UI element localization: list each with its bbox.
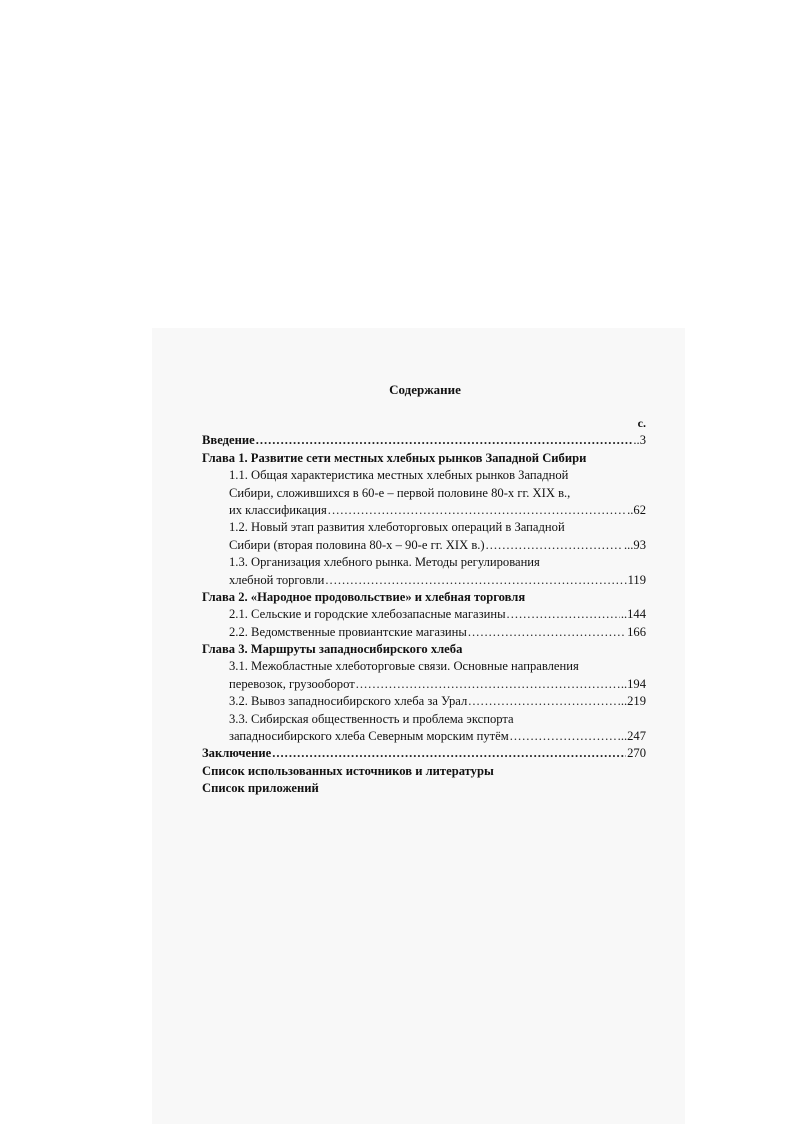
toc-entry-last-line	[202, 572, 646, 589]
toc-entry	[202, 624, 646, 641]
toc-page-number: ..62	[627, 502, 646, 517]
toc-entry	[202, 554, 646, 589]
toc-entry-last-line	[202, 693, 646, 710]
toc-entry-label: перевозок, грузооборот	[229, 676, 355, 691]
toc-entry-label: 2.2. Ведомственные провиантские магазины	[229, 624, 467, 639]
toc-entry	[202, 467, 646, 519]
toc-entry	[202, 589, 646, 606]
toc-entry-last-line	[202, 432, 646, 449]
toc-entry-label: Глава 3. Маршруты западносибирского хлеба	[202, 642, 463, 657]
toc-entry	[202, 658, 646, 693]
toc-page-number: 119	[627, 572, 646, 587]
toc-page-number: ...93	[623, 537, 646, 552]
toc-entry-line: 3.3. Сибирская общественность и проблема экспорта	[229, 711, 514, 726]
toc-entry-label: западносибирского хлеба Северным морским путём	[229, 729, 509, 744]
toc-entry-label: Список использованных источников и литературы	[202, 763, 494, 778]
toc-entry	[202, 606, 646, 623]
toc-entry-last-line	[202, 728, 646, 745]
toc-entry-line: 1.3. Организация хлебного рынка. Методы регулирования	[229, 555, 540, 570]
toc-entry-label: Сибири (вторая половина 80-х – 90-е гг. XIX в.)	[229, 537, 485, 552]
toc-entry-label: Список приложений	[202, 781, 319, 796]
toc-entry-last-line	[202, 502, 646, 519]
toc-page-number: ..144	[620, 607, 646, 622]
toc-entry-label: Заключение	[202, 746, 272, 761]
toc-entry-line: 1.2. Новый этап развития хлеботорговых операций в Западной	[229, 520, 565, 535]
dot-leader	[356, 676, 620, 693]
toc-entry	[202, 711, 646, 746]
toc-page-number: 270	[627, 746, 646, 761]
page-column-label: с.	[637, 416, 646, 431]
toc-page-number: ..194	[620, 676, 646, 691]
dot-leader	[272, 745, 626, 762]
toc-entry-last-line	[202, 780, 646, 797]
toc-entry-label: хлебной торговли	[229, 572, 325, 587]
dot-leader	[510, 728, 620, 745]
toc-entry	[202, 745, 646, 762]
toc-entry	[202, 432, 646, 449]
toc-entry	[202, 763, 646, 780]
toc-entry-label: их классификация	[229, 502, 327, 517]
toc-entry-label: Введение	[202, 433, 255, 448]
toc-entry-last-line	[202, 641, 646, 658]
toc-entry-last-line	[202, 763, 646, 780]
toc-title: Содержание	[389, 382, 461, 397]
toc-page-number: 166	[627, 624, 646, 639]
toc-entry	[202, 693, 646, 710]
dot-leader	[328, 502, 626, 519]
toc-entry-line: Сибири, сложившихся в 60-е – первой половине 80-х гг. XIX в.,	[229, 485, 571, 500]
toc-entry-last-line	[202, 745, 646, 762]
toc-entry-line: 3.1. Межобластные хлеботорговые связи. Основные направления	[229, 659, 579, 674]
toc-entries	[202, 432, 646, 797]
toc-entry-last-line	[202, 676, 646, 693]
dot-leader	[256, 432, 633, 449]
toc-entry-last-line	[202, 589, 646, 606]
toc-page-number: ..3	[633, 433, 646, 448]
toc-entry-last-line	[202, 537, 646, 554]
table-of-contents	[202, 381, 646, 798]
toc-page-number: ..247	[620, 729, 646, 744]
toc-entry-label: Глава 2. «Народное продовольствие» и хлебная торговля	[202, 589, 526, 604]
dot-leader	[486, 537, 623, 554]
toc-page-number: ..219	[620, 694, 646, 709]
toc-entry	[202, 519, 646, 554]
dot-leader	[468, 693, 620, 710]
dot-leader	[468, 624, 626, 641]
toc-entry-last-line	[202, 450, 646, 467]
dot-leader	[325, 572, 626, 589]
dot-leader	[507, 606, 620, 623]
toc-entry	[202, 641, 646, 658]
toc-entry-label: 2.1. Сельские и городские хлебозапасные магазины	[229, 607, 506, 622]
toc-entry-label: 3.2. Вывоз западносибирского хлеба за Урал	[229, 694, 468, 709]
toc-entry-last-line	[202, 624, 646, 641]
toc-entry-label: Глава 1. Развитие сети местных хлебных рынков Западной Сибири	[202, 450, 587, 465]
toc-entry-line: 1.1. Общая характеристика местных хлебных рынков Западной	[229, 468, 569, 483]
toc-entry	[202, 450, 646, 467]
toc-entry-last-line	[202, 606, 646, 623]
toc-entry	[202, 780, 646, 797]
